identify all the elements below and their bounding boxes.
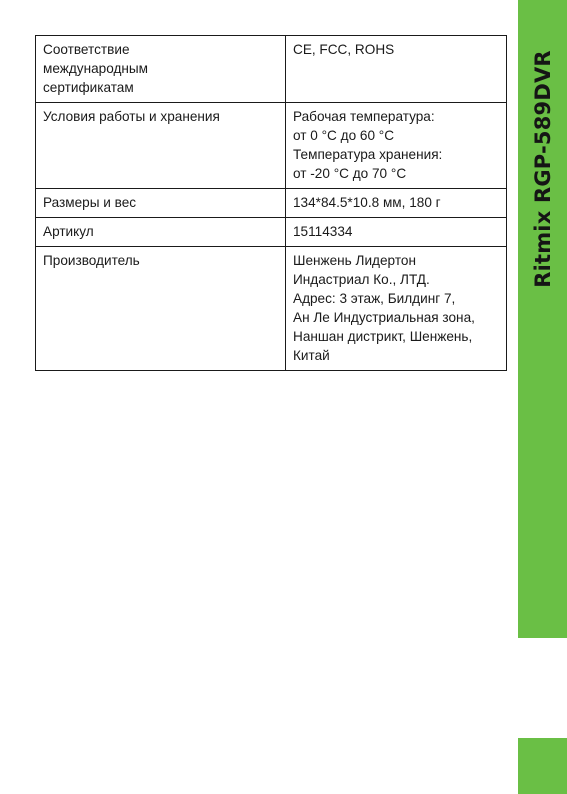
table-row xyxy=(36,103,507,189)
spec-label-certification: Соответствие международным сертификатам xyxy=(36,36,286,103)
spec-value-dimensions: 134*84.5*10.8 мм, 180 г xyxy=(286,189,507,218)
table-row xyxy=(36,189,507,218)
spec-value-manufacturer: Шенжень Лидертон Индастриал Ко., ЛТД. Адрес: 3 этаж, Билдинг 7, Ан Ле Индустриальная зона, Наншан дистрикт, Шенжень, Китай xyxy=(286,247,507,371)
table-row xyxy=(36,247,507,371)
side-title: Ritmix RGP-589DVR xyxy=(530,50,555,288)
spec-value-article: 15114334 xyxy=(286,218,507,247)
spec-table xyxy=(35,35,507,371)
spec-label-manufacturer: Производитель xyxy=(36,247,286,371)
spec-label-conditions: Условия работы и хранения xyxy=(36,103,286,189)
spec-value-conditions: Рабочая температура: от 0 °C до 60 °C Температура хранения: от -20 °C до 70 °C xyxy=(286,103,507,189)
table-row xyxy=(36,218,507,247)
page-tab xyxy=(518,738,567,794)
table-row xyxy=(36,36,507,103)
spec-label-dimensions: Размеры и вес xyxy=(36,189,286,218)
side-tab xyxy=(518,0,567,638)
spec-label-article: Артикул xyxy=(36,218,286,247)
spec-value-certification: CE, FCC, ROHS xyxy=(286,36,507,103)
